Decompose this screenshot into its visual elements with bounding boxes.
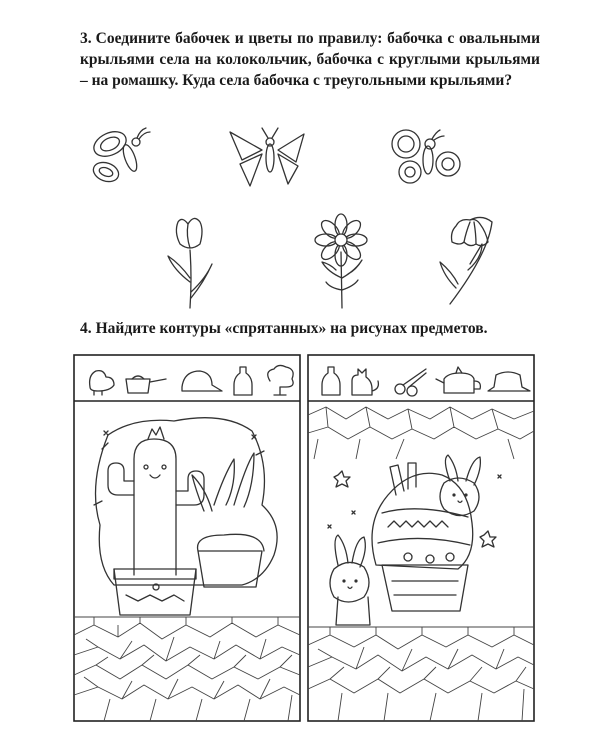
left-hidden-objects-panel [74, 355, 300, 721]
right-hidden-objects-panel [308, 355, 534, 721]
bellflower-icon [430, 214, 510, 310]
butterfly-triangle-wings-icon [222, 120, 322, 200]
task-3-text [80, 28, 540, 91]
task-4-number: 4. [80, 320, 92, 337]
task-4-text [80, 318, 540, 339]
task-3-instructions: Соедините бабочек и цветы по правилу: бабочка с овальными крыльями села на колокольчик, бабочка с круглыми крыльями – на ромашку. Куда села бабочка с треугольными крыльями? [80, 30, 540, 89]
chamomile-icon [306, 212, 376, 312]
task-4-instructions: Найдите контуры «спрятанных» на рисунах предметов. [95, 320, 488, 337]
butterfly-round-wings-icon [382, 124, 472, 194]
butterfly-oval-wings-icon [80, 122, 170, 202]
tulip-icon [160, 212, 220, 312]
task-3-number: 3. [80, 30, 92, 47]
